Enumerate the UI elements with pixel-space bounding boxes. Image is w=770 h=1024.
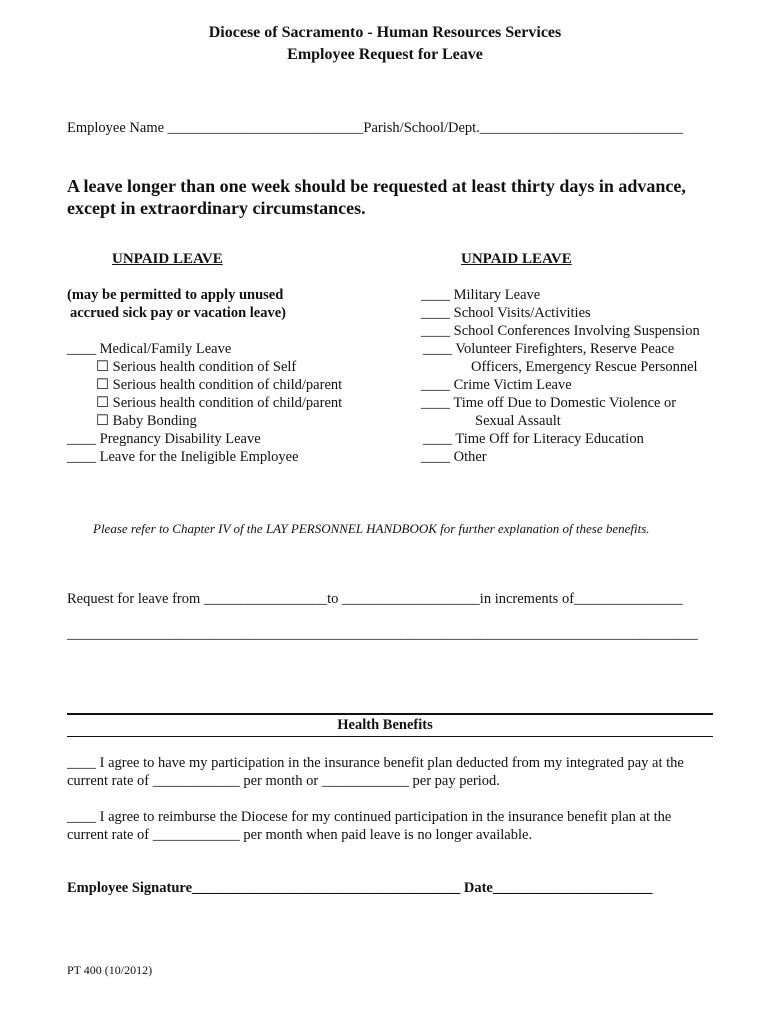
self-health-checkbox[interactable]: ☐ Serious health condition of Self [96, 359, 297, 375]
sick-pay-note-line-1: (may be permitted to apply unused [67, 287, 284, 303]
child-parent-health-checkbox-1[interactable]: ☐ Serious health condition of child/parent [96, 377, 343, 393]
signature-row [67, 880, 652, 897]
payroll-deduction-agreement[interactable]: ____ I agree to have my participation in the insurance benefit plan deducted from my integrated pay at the [67, 755, 684, 771]
employee-name-field[interactable]: ___________________________ [167, 120, 364, 136]
ineligible-employee-leave-option[interactable]: ____ Leave for the Ineligible Employee [67, 449, 299, 465]
date-label: Date [463, 880, 493, 896]
health-benefits-divider [67, 713, 713, 715]
dept-label: Parish/School/Dept. [363, 120, 480, 136]
left-unpaid-leave-heading: UNPAID LEAVE [112, 251, 223, 267]
sick-pay-note-line-2: accrued sick pay or vacation leave) [70, 305, 286, 321]
domestic-violence-leave-option[interactable]: ____ Time off Due to Domestic Violence or [421, 395, 677, 411]
school-conferences-option[interactable]: ____ School Conferences Involving Suspension [421, 323, 700, 339]
baby-bonding-checkbox[interactable]: ☐ Baby Bonding [96, 413, 197, 429]
leave-request-dates-row[interactable]: Request for leave from _________________to ___________________in increments of_______________ [67, 591, 683, 607]
signature-field[interactable]: _____________________________________ [192, 880, 461, 896]
employee-info-row [67, 120, 683, 137]
date-field[interactable]: ______________________ [492, 880, 653, 896]
other-leave-option[interactable]: ____ Other [421, 449, 487, 465]
health-benefits-heading: Health Benefits [337, 717, 433, 733]
school-visits-option[interactable]: ____ School Visits/Activities [421, 305, 591, 321]
advance-notice-line-2: except in extraordinary circumstances. [67, 198, 366, 218]
reimbursement-rate-line[interactable]: current rate of ____________ per month when paid leave is no longer available. [67, 827, 533, 843]
signature-label: Employee Signature [67, 880, 192, 896]
domestic-violence-continued: Sexual Assault [475, 413, 561, 429]
leave-request-extra-line[interactable]: _______________________________________________________________________________________ [67, 626, 698, 642]
advance-notice-line-1: A leave longer than one week should be requested at least thirty days in advance, [67, 176, 686, 196]
form-code: PT 400 (10/2012) [67, 963, 153, 977]
literacy-education-option[interactable]: ____ Time Off for Literacy Education [423, 431, 644, 447]
pregnancy-disability-leave-option[interactable]: ____ Pregnancy Disability Leave [67, 431, 261, 447]
volunteer-firefighters-option[interactable]: ____ Volunteer Firefighters, Reserve Peace [423, 341, 675, 357]
form-title: Employee Request for Leave [287, 46, 483, 63]
employee-name-label: Employee Name [67, 120, 165, 136]
medical-family-leave-option[interactable]: ____ Medical/Family Leave [67, 341, 232, 357]
child-parent-health-checkbox-2[interactable]: ☐ Serious health condition of child/parent [96, 395, 343, 411]
health-benefits-underline [67, 736, 713, 737]
handbook-reference-note: Please refer to Chapter IV of the LAY PERSONNEL HANDBOOK for further explanation of these benefits. [93, 521, 650, 536]
dept-field[interactable]: ____________________________ [479, 120, 683, 136]
crime-victim-leave-option[interactable]: ____ Crime Victim Leave [421, 377, 572, 393]
volunteer-firefighters-continued: Officers, Emergency Rescue Personnel [471, 359, 698, 375]
reimbursement-agreement[interactable]: ____ I agree to reimburse the Diocese for my continued participation in the insurance benefit plan at the [67, 809, 672, 825]
payroll-deduction-rate-line[interactable]: current rate of ____________ per month or ____________ per pay period. [67, 773, 500, 789]
military-leave-option[interactable]: ____ Military Leave [421, 287, 541, 303]
org-title: Diocese of Sacramento - Human Resources Services [208, 24, 562, 41]
right-unpaid-leave-heading: UNPAID LEAVE [461, 251, 572, 267]
